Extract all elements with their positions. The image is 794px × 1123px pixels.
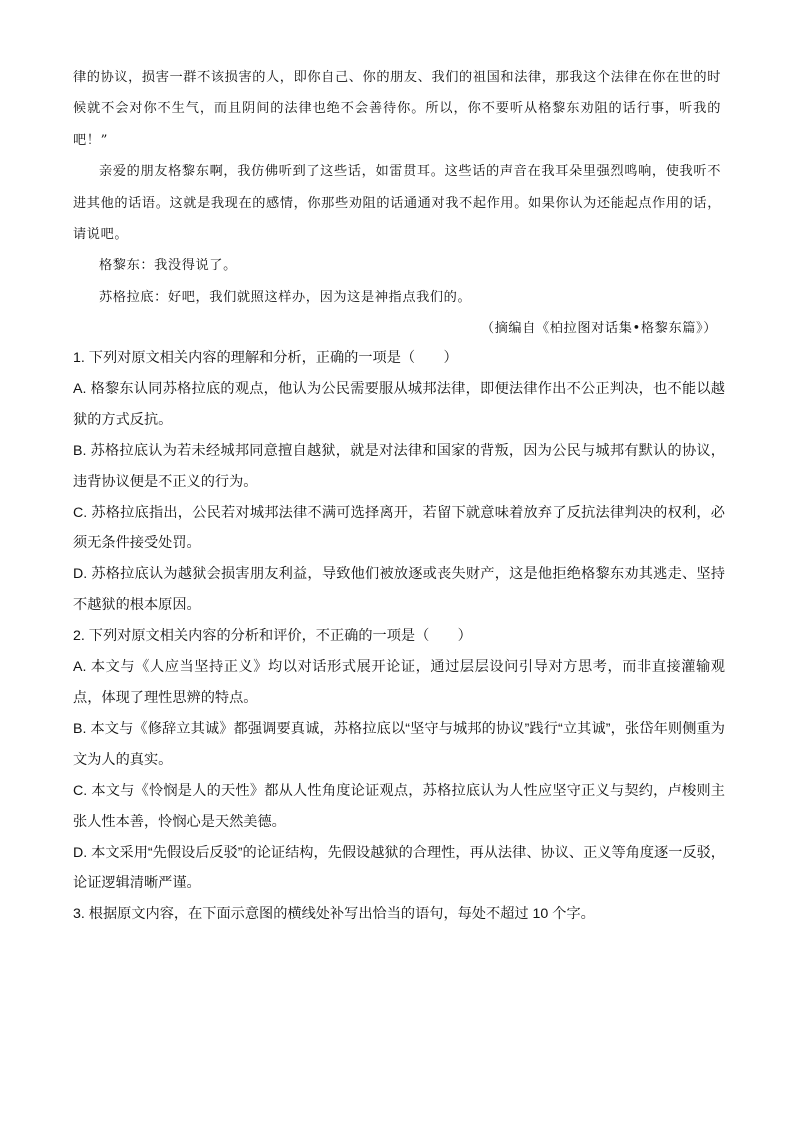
dialogue-line-socrates: 苏格拉底：好吧，我们就照这样办，因为这是神指点我们的。 [99, 289, 472, 305]
question-2-option-d: D. 本文采用“先假设后反驳”的论证结构，先假设越狱的合理性，再从法律、协议、正义等角度逐一反驳，论证逻辑清晰严谨。 [73, 844, 725, 892]
question-1-option-d: D. 苏格拉底认为越狱会损害朋友利益，导致他们被放逐或丧失财产，这是他拒绝格黎东劝其逃走、坚持不越狱的根本原因。 [73, 566, 725, 614]
question-2-option-b: B. 本文与《修辞立其诚》都强调要真诚，苏格拉底以“坚守与城邦的协议”践行“立其诚”，张岱年则侧重为文为人的真实。 [73, 720, 725, 768]
question-list [73, 343, 725, 930]
passage-paragraph: 亲爱的朋友格黎东啊，我仿佛听到了这些话，如雷贯耳。这些话的声音在我耳朵里强烈鸣响，使我听不进其他的话语。这就是我现在的感情，你那些劝阻的话通通对我不起作用。如果你认为还能起点作用的话，请说吧。 [73, 164, 722, 243]
passage-text [73, 62, 721, 345]
question-2-option-c: C. 本文与《怜悯是人的天性》都从人性角度论证观点，苏格拉底认为人性应坚守正义与契约，卢梭则主张人性本善，怜悯心是天然美德。 [73, 782, 725, 830]
question-1-stem: 1. 下列对原文相关内容的理解和分析，正确的一项是（ ） [73, 350, 458, 366]
question-1-option-c: C. 苏格拉底指出，公民若对城邦法律不满可选择离开，若留下就意味着放弃了反抗法律判决的权利，必须无条件接受处罚。 [73, 504, 725, 552]
passage-paragraph: 律的协议，损害一群不该损害的人，即你自己、你的朋友、我们的祖国和法律，那我这个法律在你在世的时候就不会对你不生气，而且阴间的法律也绝不会善待你。所以，你不要听从格黎东劝阻的话行事，听我的吧！” [73, 70, 722, 148]
question-3-stem: 3. 根据原文内容，在下面示意图的横线处补写出恰当的语句，每处不超过 10 个字。 [73, 906, 595, 923]
source-citation: （摘编自《柏拉图对话集•格黎东篇》） [480, 321, 717, 337]
question-1-option-b: B. 苏格拉底认为若未经城邦同意擅自越狱，就是对法律和国家的背叛，因为公民与城邦有默认的协议，违背协议便是不正义的行为。 [73, 442, 725, 490]
question-1-option-a: A. 格黎东认同苏格拉底的观点，他认为公民需要服从城邦法律，即便法律作出不公正判决，也不能以越狱的方式反抗。 [73, 380, 725, 428]
dialogue-line-crito: 格黎东：我没得说了。 [99, 258, 237, 274]
question-2-option-a: A. 本文与《人应当坚持正义》均以对话形式展开论证，通过层层设问引导对方思考，而非直接灌输观点，体现了理性思辨的特点。 [73, 659, 725, 706]
question-2-stem: 2. 下列对原文相关内容的分析和评价，不正确的一项是（ ） [73, 628, 472, 645]
